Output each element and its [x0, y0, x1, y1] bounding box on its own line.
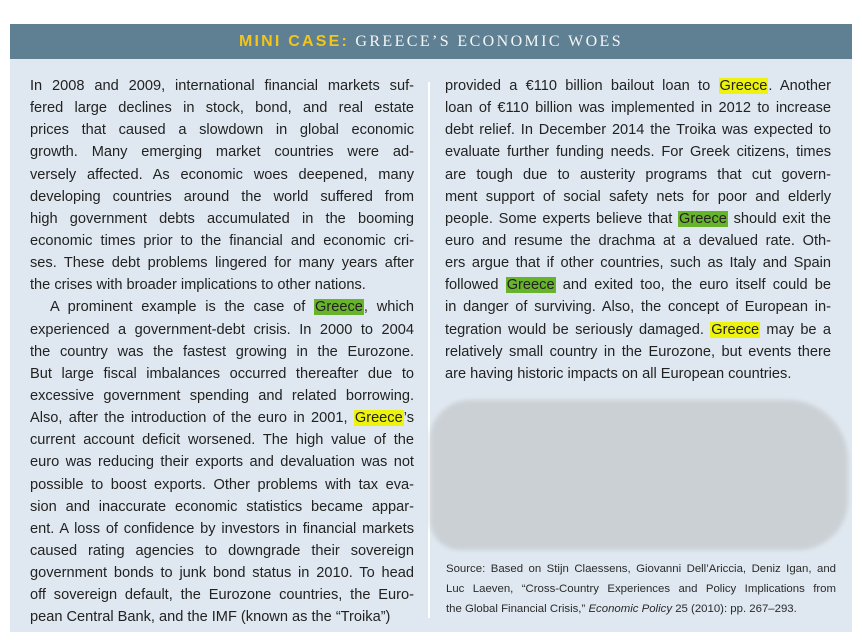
text-run: the country was the fastest growing in the Eurozone. — [30, 343, 414, 360]
text-line — [30, 584, 414, 606]
text-run: But large fiscal imbalances occurred thereafter due to — [30, 365, 414, 382]
text-run: loan of €110 billion was implemented in 2012 to increase — [445, 100, 831, 117]
text-run: economic times prior to the financial and economic cri- — [30, 232, 414, 249]
text-line — [445, 208, 831, 230]
text-run: experienced a government-debt crisis. In 2000 to 2004 — [30, 321, 414, 338]
source-text: the Global Financial Crisis,” — [446, 603, 586, 615]
text-line — [30, 119, 414, 141]
text-line — [30, 164, 414, 186]
text-run: provided a €110 billion bailout loan to — [445, 78, 719, 94]
text-run: possible to boost exports. Other problems with tax eva- — [30, 476, 414, 493]
text-run: , which — [363, 299, 415, 316]
text-line — [445, 164, 831, 186]
right-column-text — [445, 75, 831, 385]
text-run: ment support of social safety nets for poor and elderly — [445, 188, 831, 205]
text-line — [30, 208, 414, 230]
text-run: ent. A loss of confidence by investors in financial markets — [30, 520, 414, 537]
highlighted-word: Greece — [354, 410, 403, 427]
text-line — [30, 407, 414, 429]
text-run: euro was reducing their exports and devaluation was not — [30, 454, 414, 471]
text-run: growth. Many emerging market countries were ad- — [30, 144, 414, 161]
journal-title: Economic Policy — [588, 603, 673, 615]
text-line — [445, 274, 831, 296]
text-line — [30, 540, 414, 562]
column-divider — [428, 82, 430, 618]
source-line — [446, 599, 836, 619]
text-line — [445, 341, 831, 363]
text-line — [445, 230, 831, 252]
highlighted-word: Greece — [711, 321, 760, 338]
highlighted-word: Greece — [315, 299, 363, 316]
text-run: debt relief. In December 2014 the Troika was expected to — [445, 122, 831, 139]
text-run: relatively small country in the Eurozone, but events there — [445, 343, 831, 360]
text-run: ers argue that if other countries, such as Italy and Spain — [445, 255, 831, 272]
text-line — [445, 252, 831, 274]
mini-case-title: GREECE’S ECONOMIC WOES — [355, 33, 624, 50]
text-run: fered large declines in stock, bond, and real estate — [30, 100, 414, 117]
text-line — [445, 363, 831, 385]
text-line — [445, 186, 831, 208]
text-run: A prominent example is the case of — [50, 299, 315, 316]
source-line: Luc Laeven, “Cross-Country Experiences and Policy Implications from — [446, 583, 836, 595]
text-line — [30, 75, 414, 97]
text-line — [30, 474, 414, 496]
text-line — [30, 252, 414, 274]
text-run: tegration would be seriously damaged. — [445, 321, 711, 338]
text-line — [30, 319, 414, 341]
text-run: followed — [445, 277, 506, 294]
highlighted-word: Greece — [719, 78, 768, 94]
text-line — [30, 496, 414, 518]
text-line — [445, 296, 831, 318]
left-column-text — [30, 75, 414, 629]
text-line — [30, 562, 414, 584]
text-line — [30, 451, 414, 473]
text-line — [30, 341, 414, 363]
text-run: may be a — [760, 321, 831, 338]
text-run: excessive government spending and related borrowing. — [30, 387, 414, 404]
text-line — [445, 319, 831, 341]
text-run: the crises with broader implications to other nations. — [30, 277, 366, 294]
text-run: . Another — [768, 78, 831, 94]
text-line — [30, 230, 414, 252]
text-line — [30, 296, 414, 318]
text-line — [30, 186, 414, 208]
text-line — [445, 141, 831, 163]
text-run: developing countries around the world suffered from — [30, 188, 414, 205]
text-run: sion and inaccurate economic statistics became appar- — [30, 498, 414, 515]
text-line — [30, 363, 414, 385]
text-run: prices that caused a slowdown in global economic — [30, 122, 414, 139]
source-citation — [446, 559, 836, 619]
text-run: ses. These debt problems lingered for many years after — [30, 255, 414, 272]
text-run: evaluate further funding needs. For Greek citizens, times — [445, 144, 831, 161]
text-run: current account deficit worsened. The high value of the — [30, 432, 414, 449]
text-run: should exit the — [727, 210, 831, 227]
text-run: ’s — [403, 410, 414, 427]
text-run: versely affected. As economic woes deepened, many — [30, 166, 414, 183]
source-text: 25 (2010): pp. 267–293. — [675, 603, 797, 615]
text-run: high government debts accumulated in the booming — [30, 210, 414, 227]
text-run: off sovereign default, the Eurozone countries, the Euro- — [30, 587, 414, 604]
text-line — [30, 606, 414, 628]
text-run: pean Central Bank, and the IMF (known as the “Troika”) — [30, 609, 391, 626]
text-run: In 2008 and 2009, international financial markets suf- — [30, 78, 414, 94]
highlighted-word: Greece — [506, 277, 555, 294]
text-run: and exited too, the euro itself could be — [555, 277, 831, 294]
text-line — [30, 429, 414, 451]
text-line — [445, 97, 831, 119]
text-run: government bonds to junk bond status in 2010. To head — [30, 565, 414, 582]
text-run: are tough due to austerity programs that cut govern- — [445, 166, 831, 183]
text-run: caused rating agencies to downgrade their sovereign — [30, 542, 414, 559]
source-line: Source: Based on Stijn Claessens, Giovanni Dell’Ariccia, Deniz Igan, and — [446, 563, 836, 575]
highlighted-word: Greece — [679, 210, 727, 227]
text-line — [30, 97, 414, 119]
text-run: people. Some experts believe that — [445, 210, 678, 227]
text-run: Also, after the introduction of the euro in 2001, — [30, 410, 354, 427]
text-line — [30, 385, 414, 407]
text-run: euro and resume the drachma at a devalued rate. Oth- — [445, 232, 831, 249]
text-line — [30, 141, 414, 163]
mini-case-label: MINI CASE: — [238, 33, 349, 50]
text-line — [445, 75, 831, 97]
text-line — [30, 518, 414, 540]
text-run: are having historic impacts on all European countries. — [445, 365, 792, 382]
mini-case-banner — [10, 24, 852, 59]
text-run: in danger of surviving. Also, the concept of European in- — [445, 299, 831, 316]
redacted-region — [430, 400, 848, 550]
text-line — [445, 119, 831, 141]
text-line — [30, 274, 414, 296]
